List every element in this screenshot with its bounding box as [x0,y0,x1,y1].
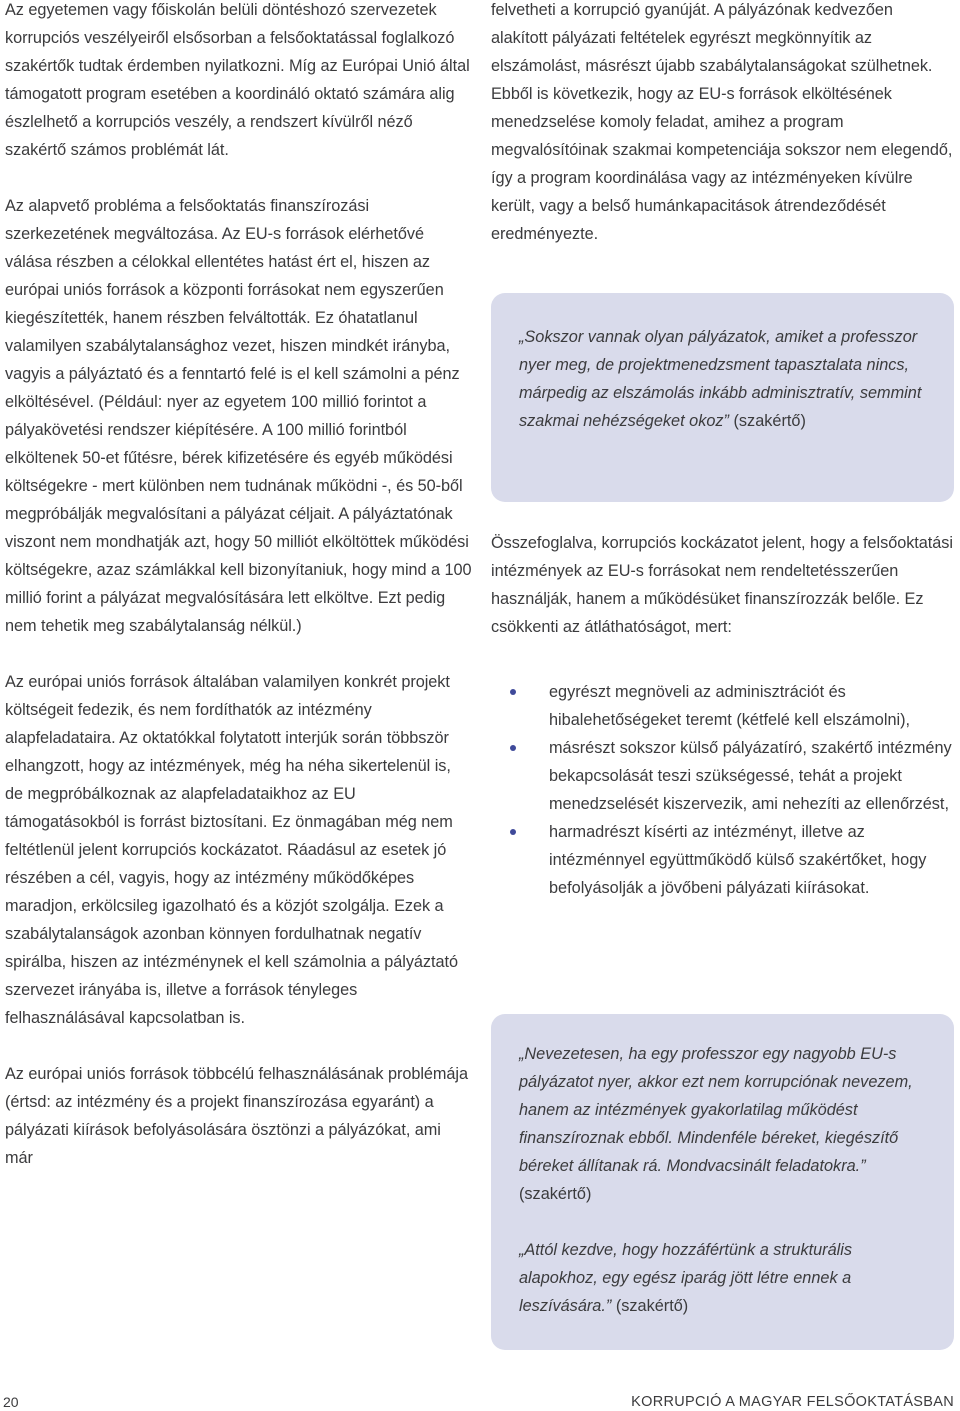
paragraph-corruption-suspicion: felvetheti a korrupció gyanúját. A pályázónak kedvezően alakított pályázati feltételek egyrészt megkönnyítik az elszámolást, másrészt újabb szabálytalanságokat szülhetnek. Ebből is következik, hogy az EU-s források elköltésének menedzselése komoly feladat, amihez a program megvalósítóinak szakmai kompetenciája sokszor nem elegendő, így a program koordinálása vagy az intézményeken kívülre került, vagy a belső humánkapacitások átrendeződését eredményezte. [491,1,953,243]
quote-eu-grant-attribution: (szakértő) [519,1185,592,1203]
bullet-dot-icon [510,745,516,751]
quote-professor-text: „Sokszor vannak olyan pályázatok, amiket a professzor nyer meg, de projektmenedzsment tapasztalata nincs, márpedig az elszámolás inkább adminisztratív, semmint szakmai nehézségeket okoz” [519,328,922,430]
bullet-item [510,678,960,734]
transparency-bullet-list [510,678,960,902]
paragraph-eu-funds-projects: Az európai uniós források általában valamilyen konkrét projekt költségeit fedezik, és nem fordíthatók az intézmény alapfeladataira. Az oktatókkal folytatott interjúk során többször elhangzott, hogy az intézmények, még ha néha sikertelenül is, de megpróbálkoznak az alapfeladataikhoz az EU támogatásokból is forrást biztosítani. Ez önmagában még nem feltétlenül jelent korrupciós kockázatot. Ráadásul az esetek jó részében a cél, vagyis, hogy az intézmény működőképes maradjon, erkölcsileg igazolható és a közjót szolgálja. Ezek a szabálytalanságok azonban könnyen fordulhatnak negatív spirálba, hiszen az intézménynek el kell számolnia a pályáztató szervezet irányába is, illetve a források tényleges felhasználásával kapcsolatban is. [5,673,458,1027]
quote-eu-grant-text: „Nevezetesen, ha egy professzor egy nagyobb EU-s pályázatot nyer, akkor ezt nem korrupciónak nevezem, hanem az intézmények gyakorlatilag működést finanszíroznak ebből. Mindenféle béreket, kiegészítő béreket állítanak rá. Mondvacsinált feladatokra.” [519,1045,913,1175]
quote-professor-attribution: (szakértő) [728,412,806,430]
page-number: 20 [3,1394,19,1410]
quote-box-professor [491,293,954,502]
running-title: KORRUPCIÓ A MAGYAR FELSŐOKTATÁSBAN [631,1394,954,1410]
quote-professor [519,323,929,435]
paragraph-summary: Összefoglalva, korrupciós kockázatot jelent, hogy a felsőoktatási intézmények az EU-s forrásokat nem rendeltetésszerűen használják, hanem a működésüket finanszírozzák belőle. Ez csökkenti az átláthatóságot, mert: [491,534,953,636]
bullet-item [510,818,960,902]
quote-box-experts [491,1014,954,1350]
quote-structural-funds-attribution: (szakértő) [611,1297,689,1315]
bullet-item [510,734,960,818]
bullet-text: harmadrészt kísérti az intézményt, illetve az intézménnyel együttműködő külső szakértőket, hogy befolyásolják a jövőbeni pályázati kiírásokat. [549,823,927,897]
bullet-dot-icon [510,689,516,695]
quote-eu-grant [519,1040,934,1208]
quote-structural-funds [519,1236,934,1320]
bullet-dot-icon [510,829,516,835]
quote-structural-funds-text: „Attól kezdve, hogy hozzáfértünk a strukturális alapokhoz, egy egész iparág jött létre ennek a leszívására.” [519,1241,853,1315]
bullet-text: egyrészt megnöveli az adminisztrációt és hibalehetőségeket teremt (kétfelé kell elszámolni), [549,683,911,729]
bullet-text: másrészt sokszor külső pályázatíró, szakértő intézmény bekapcsolását teszi szükségessé, tehát a projekt menedzselését kiszervezik, ami nehezíti az ellenőrzést, [549,739,952,813]
left-column [5,0,473,1172]
summary-block [491,529,953,641]
paragraph-funding-structure: Az alapvető probléma a felsőoktatás finanszírozási szerkezetének megváltozása. Az EU-s források elérhetővé válása részben a célokkal ellentétes hatást ért el, hiszen az európai uniós források a központi forrásokat nem egyszerűen kiegészítették, hanem részben felváltották. Ez óhatatlanul valamilyen szabálytalansághoz vezet, hiszen mindkét irányba, vagyis a pályáztató és a fenntartó felé is el kell számolni a pénz elköltésével. (Például: nyer az egyetem 100 millió forintot a pályakövetési rendszer kiépítésére. A 100 millió forintból elköltenek 50-et fűtésre, bérek kifizetésére és egyéb működési költségekre - mert különben nem tudnának működni -, és 50-ből megpróbálják megvalósítani a pályázat céljait. A pályáztatónak viszont nem mondhatják azt, hogy 50 milliót elköltöttek működési költségekre, azaz számlákkal kell bizonyítaniuk, hogy mind a 100 millió forint a pályázat megvalósítására lett elköltve. Ezt pedig nem tehetik meg szabálytalanság nélkül.) [5,197,472,635]
right-column [491,0,953,248]
paragraph-decision-bodies: Az egyetemen vagy főiskolán belüli döntéshozó szervezetek korrupciós veszélyeiről elsősorban a felsőoktatással foglalkozó szakértők tudtak érdemben nyilatkozni. Míg az Európai Unió által támogatott program esetében a koordináló oktató számára alig észlelhető a korrupciós veszély, a rendszert kívülről néző szakértő számos problémát lát. [5,1,470,159]
paragraph-multipurpose-use: Az európai uniós források többcélú felhasználásának problémája (értsd: az intézmény és a projekt finanszírozása egyaránt) a pályázati kiírások befolyásolására ösztönzi a pályázókat, ami már [5,1065,469,1167]
